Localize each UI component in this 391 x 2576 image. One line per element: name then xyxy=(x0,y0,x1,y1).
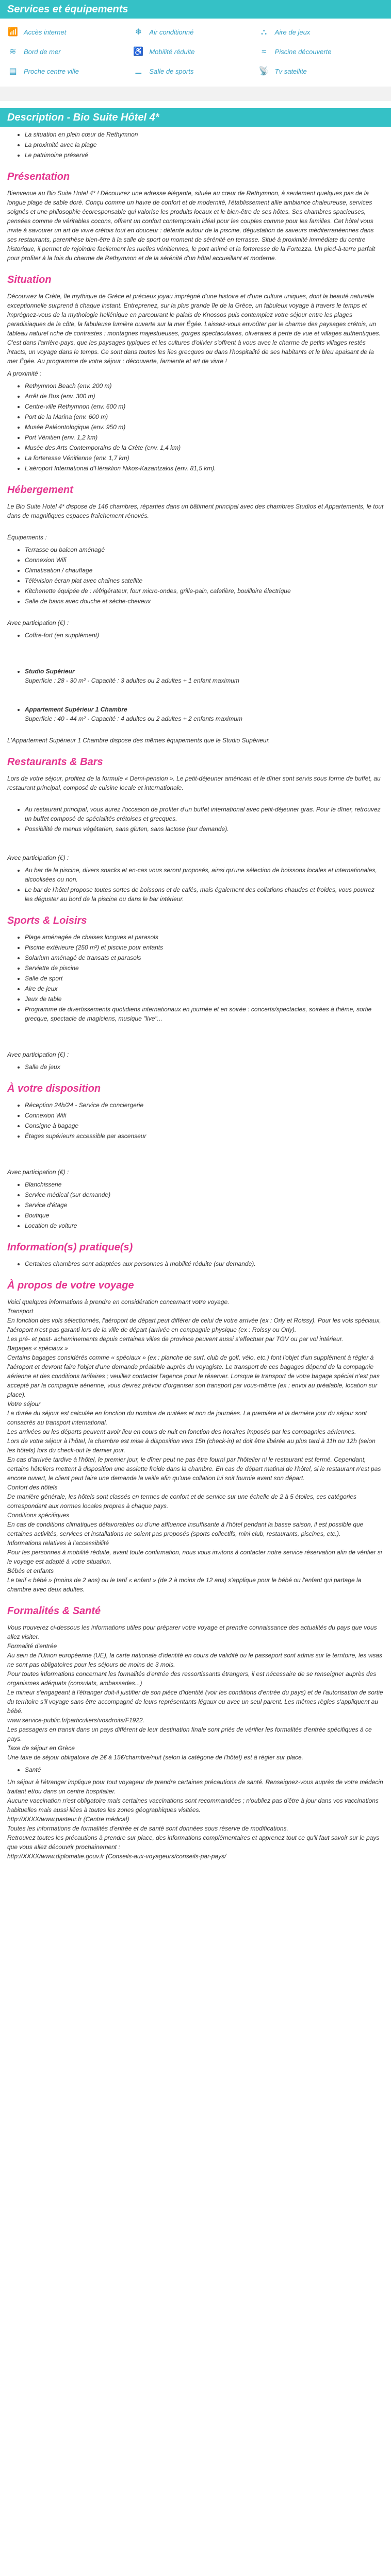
proximity-item: • La forteresse Vénitienne (env. 1,7 km) xyxy=(25,453,384,463)
text-line: www.service-public.fr/particuliers/vosdroits/F1922. xyxy=(7,1717,145,1724)
text-line: La durée du séjour est calculée en fonction du nombre de nuitées et non de journées. La première et la dernière jour du séjour sont consacrés au transport international. xyxy=(7,1410,367,1426)
proximity-item: • Arrêt de Bus (env. 300 m) xyxy=(25,392,384,401)
formalites-title: Formalités & Santé xyxy=(7,1605,101,1617)
sports-list xyxy=(7,933,384,1023)
restaurants-list xyxy=(7,805,384,834)
sports-item: • Serviette de piscine xyxy=(25,963,384,973)
health-item: • Santé xyxy=(25,1765,384,1774)
proximity-list xyxy=(7,381,384,473)
pratique-list xyxy=(7,1259,384,1268)
dispo-item: • Étages supérieurs accessible par ascenseur xyxy=(25,1131,384,1141)
text-line: http://XXXX/www.diplomatie.gouv.fr (Conseils-aux-voyageurs/conseils-par-pays/ xyxy=(7,1853,226,1860)
proximity-item: • L'aéroport International d'Héraklion Nikos-Kazantzakis (env. 81,5 km). xyxy=(25,464,384,473)
service-label: Tv satellite xyxy=(274,67,307,76)
equipment-item: • Connexion Wifi xyxy=(25,555,384,565)
building-icon: ▤ xyxy=(9,67,17,76)
paid-item: • Le bar de l'hôtel propose toutes sortes de boissons et de cafés, mais également des collations chaudes et froides, vous pourrez les déguster au bord de la piscine ou dans le bar intérieur. xyxy=(25,885,384,904)
sports-item: • Plage aménagée de chaises longues et parasols xyxy=(25,933,384,942)
equipment-item: • Télévision écran plat avec chaînes satellite xyxy=(25,576,384,585)
paid-label: Avec participation (€) : xyxy=(7,1051,69,1058)
description-section xyxy=(0,130,391,1861)
sports-item: • Solarium aménagé de transats et parasols xyxy=(25,953,384,962)
dispo-item: • Consigne à bagage xyxy=(25,1121,384,1130)
text-line: Retrouvez toutes les précautions à prendre sur place, des informations complémentaires et apprenez tout ce qu'il faut savoir sur le pays que vous allez découvrir prochainement : xyxy=(7,1834,380,1851)
proximity-item: • Port Vénitien (env. 1,2 km) xyxy=(25,433,384,442)
services-grid xyxy=(0,19,391,81)
service-label: Air conditionné xyxy=(149,28,194,37)
equipment-list xyxy=(7,545,384,606)
dispo-item: • Réception 24h/24 - Service de conciergerie xyxy=(25,1100,384,1110)
hebergement-intro: Le Bio Suite Hotel 4* dispose de 146 chambres, réparties dans un bâtiment principal avec des chambres Studios et Appartements, le tout dans de magnifiques espaces fraîchement rénovés. xyxy=(7,503,384,519)
restaurants-title: Restaurants & Bars xyxy=(7,756,103,768)
text-line: Au sein de l'Union européenne (UE), la carte nationale d'identité en cours de validité ou le passeport sont admis sur le territoire, les visas ne sont pas obligatoires pour les séjours de moins de 3 mois. xyxy=(7,1652,382,1668)
text-line: Aucune vaccination n'est obligatoire mais certaines vaccinations sont recommandées ; n'oubliez pas d'être à jour dans vos vaccinations habituelles mais aussi liées à toutes les zones géographiques visitées. xyxy=(7,1797,379,1814)
text-line: Voici quelques informations à prendre en considération concernant votre voyage. xyxy=(7,1298,230,1306)
equipment-item: • Kitchenette équipée de : réfrigérateur, four micro-ondes, grille-pain, cafetière, bouilloire électrique xyxy=(25,586,384,596)
description-header: Description - Bio Suite Hôtel 4* xyxy=(0,108,391,127)
paid-list xyxy=(7,631,384,640)
text-line: Transport xyxy=(7,1308,34,1315)
service-item xyxy=(7,62,133,81)
text-line: Certains bagages considérés comme « spéciaux » (ex : planche de surf, club de golf, vélo, etc.) font l'objet d'un supplément à régler à l'aéroport et devront faire l'objet d'une demande préalable auprès du voyagiste. Le transport de ces bagages dépend de la compagnie aérienne et des conditions tarifaires ; veuillez contacter l'agence pour le réserver. Lorsque le transport de votre bagage spécial n'est pas accepté par la compagnie aérienne, vous devrez prévoir d'organiser son transport par vous-même (ex : envoi au préalable, location sur place). xyxy=(7,1354,380,1398)
service-item xyxy=(7,23,133,42)
service-label: Proche centre ville xyxy=(24,67,79,76)
dispo-paid-list xyxy=(7,1180,384,1230)
text-line: http://XXXX/www.pasteur.fr (Centre médical) xyxy=(7,1816,129,1823)
pratique-title: Information(s) pratique(s) xyxy=(7,1242,133,1253)
pratique-item: • Certaines chambres sont adaptées aux personnes à mobilité réduite (sur demande). xyxy=(25,1259,384,1268)
paid-label: Avec participation (€) : xyxy=(7,1168,69,1176)
proximity-item: • Centre-ville Rethymnon (env. 600 m) xyxy=(25,402,384,411)
divider-stripe xyxy=(0,87,391,101)
formalites-text xyxy=(7,1623,384,1762)
sports-item: • Programme de divertissements quotidiens internationaux en journée et en soirée : concerts/spectacles, soirées à thème, sortie grecque, spectacle de magiciens, musique "live"... xyxy=(25,1005,384,1023)
service-label: Salle de sports xyxy=(149,67,194,76)
equipment-label: Équipements : xyxy=(7,534,47,541)
sports-title: Sports & Loisirs xyxy=(7,915,87,926)
text-line: Taxe de séjour en Grèce xyxy=(7,1744,75,1752)
paid-item: • Coffre-fort (en supplément) xyxy=(25,631,384,640)
sports-item: • Salle de sport xyxy=(25,974,384,983)
text-line: En cas de conditions climatiques défavorables ou d'une affluence insuffisante à l'hôtel pendant la basse saison, il est possible que certaines activités, services et installations ne soient pas proposés (sports collectifs, mini club, restaurants, piscines, etc.). xyxy=(7,1521,364,1537)
sports-item: • Piscine extérieure (250 m²) et piscine pour enfants xyxy=(25,943,384,952)
service-item xyxy=(258,62,384,81)
room-desc: Superficie : 40 - 44 m² - Capacité : 4 adultes ou 2 adultes + 2 enfants maximum xyxy=(25,715,242,722)
paid-item: • Boutique xyxy=(25,1211,384,1220)
highlight-item: • Le patrimoine préservé xyxy=(25,150,384,160)
health-list xyxy=(7,1765,384,1774)
service-label: Accès internet xyxy=(24,28,67,37)
paid-item: • Service d'étage xyxy=(25,1200,384,1210)
text-line: Votre séjour xyxy=(7,1400,41,1408)
paid-item: • Service médical (sur demande) xyxy=(25,1190,384,1199)
service-label: Bord de mer xyxy=(24,48,61,56)
sports-item: • Jeux de table xyxy=(25,994,384,1004)
dispo-item: • Connexion Wifi xyxy=(25,1111,384,1120)
sports-paid-list xyxy=(7,1062,384,1072)
text-line: Lors de votre séjour à l'hôtel, la chambre est mise à disposition vers 15h (check-in) et doit être libérée au plus tard à 11h ou 12h (selon les hôtels) lors du check-out le dernier jour. xyxy=(7,1437,376,1454)
text-line: Le tarif « bébé » (moins de 2 ans) ou le tarif « enfant » (de 2 à moins de 12 ans) s'applique pour le bébé ou l'enfant qui partage la chambre avec deux adultes. xyxy=(7,1577,362,1593)
proximity-item: • Rethymnon Beach (env. 200 m) xyxy=(25,381,384,391)
proximity-item: • Port de la Marina (env. 600 m) xyxy=(25,412,384,421)
text-line: Un séjour à l'étranger implique pour tout voyageur de prendre certaines précautions de santé. Renseignez-vous auprès de votre médecin traitant et/ou dans un centre hospitalier. xyxy=(7,1778,383,1795)
service-item xyxy=(258,23,384,42)
restaurant-item: • Possibilité de menus végétarien, sans gluten, sans lactose (sur demande). xyxy=(25,824,384,834)
text-line: En cas d'arrivée tardive à l'hôtel, le premier jour, le dîner peut ne pas être fourni par l'hôtelier ni le restaurant est fermé. Cependant, certains hôteliers mettent à disposition une assiette froide dans la chambre. En cas de départ matinal de l'hôtel, si le restaurant n'est pas encore ouvert, le client peut faire une demande la veille afin qu'une collation lui soit fournie avant son départ. xyxy=(7,1456,381,1482)
wifi-icon: 📶 xyxy=(8,28,18,37)
service-label: Mobilité réduite xyxy=(149,48,195,56)
paid-item: • Blanchisserie xyxy=(25,1180,384,1189)
service-item xyxy=(7,42,133,62)
presentation-text: Bienvenue au Bio Suite Hotel 4* ! Découvrez une adresse élégante, située au cœur de Rethymnon, à seulement quelques pas de la longue plage de sable doré. Conçu comme un havre de confort et de modernité, l'établissement allie ambiance chaleureuse, services soignés et une philosophie écoresponsable qui valorise les produits locaux et le bien-être de ses hôtes. Ses chambres spacieuses, pensées comme de véritables cocons, offrent un confort contemporain idéal pour les couples comme pour les familles. Cet hôtel vous invite à savourer un art de vivre crétois tout en douceur : détente autour de la piscine, dégustation de saveurs méditerranéennes dans ses restaurants, parenthèse bien-être à la salle de sport ou moment de sérénité en terrasse. Situé à proximité immédiate du centre historique, il permet de rejoindre facilement les ruelles vénitiennes, le port animé et la forteresse de la Fortezza. Un pied-à-terre parfait pour profiter à la fois du charme de Rethymnon et de la sérénité d'un hôtel accueillant et moderne. xyxy=(7,190,376,262)
equipment-item: • Climatisation / chauffage xyxy=(25,566,384,575)
sports-item: • Aire de jeux xyxy=(25,984,384,993)
proximity-item: • Musée Paléontologique (env. 950 m) xyxy=(25,422,384,432)
hebergement-title: Hébergement xyxy=(7,484,73,496)
health-text xyxy=(7,1777,384,1861)
rooms-note: L'Appartement Supérieur 1 Chambre dispose des mêmes équipements que le Studio Supérieur. xyxy=(7,737,270,744)
paid-item: • Au bar de la piscine, divers snacks et en-cas vous seront proposés, ainsi qu'une sélection de boissons locales et internationales, alcoolisées ou non. xyxy=(25,866,384,884)
service-label: Aire de jeux xyxy=(274,28,311,37)
room-studio xyxy=(25,667,384,685)
text-line: Les passagers en transit dans un pays différent de leur destination finale sont priés de vérifier les formalités d'entrée spécifiques à ce pays. xyxy=(7,1726,372,1742)
text-line: Bagages « spéciaux » xyxy=(7,1345,69,1352)
room-desc: Superficie : 28 - 30 m² - Capacité : 3 adultes ou 2 adultes + 1 enfant maximum xyxy=(25,677,239,684)
paid-item: • Location de voiture xyxy=(25,1221,384,1230)
text-line: Vous trouverez ci-dessous les informations utiles pour préparer votre voyage et prendre connaissance des actualités du pays que vous allez visiter. xyxy=(7,1624,377,1640)
text-line: Confort des hôtels xyxy=(7,1484,58,1491)
room-list xyxy=(7,667,384,685)
text-line: Toutes les informations de formalités d'entrée et de santé sont données sous réserve de modifications. xyxy=(7,1825,288,1832)
satellite-icon: 📡 xyxy=(258,67,269,76)
highlight-item: • La proximité avec la plage xyxy=(25,140,384,149)
service-item xyxy=(258,42,384,62)
room-name: Appartement Supérieur 1 Chambre xyxy=(25,706,127,713)
pool-icon: ≈ xyxy=(262,47,267,56)
room-name: Studio Supérieur xyxy=(25,668,75,675)
paid-label: Avec participation (€) : xyxy=(7,619,69,626)
dispo-title: À votre disposition xyxy=(7,1083,101,1094)
wave-icon: ≋ xyxy=(9,47,17,56)
text-line: Les pré- et post- acheminements depuis certaines villes de province peuvent aussi s'effectuer par TGV ou par vol intérieur. xyxy=(7,1335,344,1343)
proximity-item: • Musée des Arts Contemporains de la Crète (env. 1,4 km) xyxy=(25,443,384,452)
text-line: Pour les personnes à mobilité réduite, avant toute confirmation, nous vous invitons à contacter notre service réservation afin de vérifier si le voyage est adapté à votre situation. xyxy=(7,1549,382,1565)
restaurants-intro: Lors de votre séjour, profitez de la formule « Demi-pension ». Le petit-déjeuner américain et le dîner sont servis sous forme de buffet, au restaurant principal, composé de cuisine locale et internationale. xyxy=(7,775,381,791)
text-line: Conditions spécifiques xyxy=(7,1512,70,1519)
paid-item: • Salle de jeux xyxy=(25,1062,384,1072)
equipment-item: • Terrasse ou balcon aménagé xyxy=(25,545,384,554)
service-item xyxy=(133,23,258,42)
services-header: Services et équipements xyxy=(0,0,391,19)
text-line: Le mineur s'engageant à l'étranger doit-il justifier de son pièce d'identité (voir les conditions d'entrée du pays) et de l'autorisation de sortie du territoire s'il voyage sans être accompagné de leurs représentants légaux ou avec un seul parent. Les mêmes règles s'appliquent au bébé. xyxy=(7,1689,383,1715)
text-line: Pour toutes informations concernant les formalités d'entrée des ressortissants étrangers, il est nécessaire de se renseigner auprès des organismes adéquats (consulats, ambassades...) xyxy=(7,1670,377,1687)
situation-title: Situation xyxy=(7,274,52,285)
voyage-text xyxy=(7,1297,384,1594)
text-line: De manière générale, les hôtels sont classés en termes de confort et de service sur une échelle de 2 à 5 étoiles, ces catégories correspondant aux normes locales propres à chaque pays. xyxy=(7,1493,357,1510)
highlight-item: • La situation en plein cœur de Rethymnon xyxy=(25,130,384,139)
text-line: Formalité d'entrée xyxy=(7,1642,57,1650)
service-item xyxy=(133,42,258,62)
room-apartment xyxy=(25,705,384,723)
text-line: Bébés et enfants xyxy=(7,1567,54,1574)
equipment-item: • Salle de bains avec douche et sèche-cheveux xyxy=(25,597,384,606)
snowflake-icon: ❄ xyxy=(135,28,142,37)
text-line: Informations relatives à l'accessibilité xyxy=(7,1539,109,1547)
situation-text: Découvrez la Crète, île mythique de Grèce et précieux joyau imprégné d'une histoire et d'une culture uniques, dont la beauté naturelle exceptionnelle surprend à chaque instant. Entreprenez, sur la plus grande île de la Grèce, un fabuleux voyage à travers le temps et imprégnez-vous de la mythologie hellénique en parcourant le palais de Knossos puis contemplez votre séjour entre les plages paradisiaques de la côte, la fabuleuse lumière ouverte sur la mer Égée. Laissez-vous envoûter par le charme des paysages crétois, un tableau naturel riche de contrastes : montagnes majestueuses, gorges spectaculaires, oliveraies à perte de vue et villages authentiques. C'est dans l'arrière-pays, que les paysages typiques et les cultures d'olivier s'offrent à vous avec le charme de petits villages restés intacts, un voyage dans le temps. Ce sont dans toutes les îles grecques ou dans l'hospitalité de ses habitants et le bleu apaisant de la mer Égée. Au programme de votre séjour : découverte, farniente et art de vivre ! xyxy=(7,293,381,365)
text-line: En fonction des vols sélectionnés, l'aéroport de départ peut différer de celui de votre arrivée (ex : Orly et Roissy). Pour les vols spéciaux, l'aéroport n'est pas garanti lors de la ville de départ (arrivée en compagnie physique (ex : Roissy ou Orly). xyxy=(7,1317,381,1333)
playground-icon: ⛬ xyxy=(261,28,267,37)
text-line: Une taxe de séjour obligatoire de 2€ à 15€/chambre/nuit (selon la catégorie de l'hôtel) est à régler sur place. xyxy=(7,1754,303,1761)
presentation-title: Présentation xyxy=(7,171,70,182)
proximity-label: A proximité : xyxy=(7,370,42,377)
service-label: Piscine découverte xyxy=(274,48,332,56)
dumbbell-icon: ⚊ xyxy=(135,67,142,76)
paid-label: Avec participation (€) : xyxy=(7,854,69,861)
service-item xyxy=(133,62,258,81)
dispo-list xyxy=(7,1100,384,1141)
room-list-2 xyxy=(7,705,384,723)
text-line: Les arrivées ou les départs peuvent avoir lieu en cours de nuit en fonction des horaires imposés par les compagnies aériennes. xyxy=(7,1428,356,1435)
wheelchair-icon: ♿ xyxy=(133,47,144,56)
description-highlights xyxy=(7,130,384,160)
restaurants-paid-list xyxy=(7,866,384,904)
restaurant-item: • Au restaurant principal, vous aurez l'occasion de profiter d'un buffet international avec petit-déjeuner gras. Pour le dîner, retrouvez un buffet composé de spécialités crétoises et grecques. xyxy=(25,805,384,823)
voyage-title: À propos de votre voyage xyxy=(7,1280,134,1291)
